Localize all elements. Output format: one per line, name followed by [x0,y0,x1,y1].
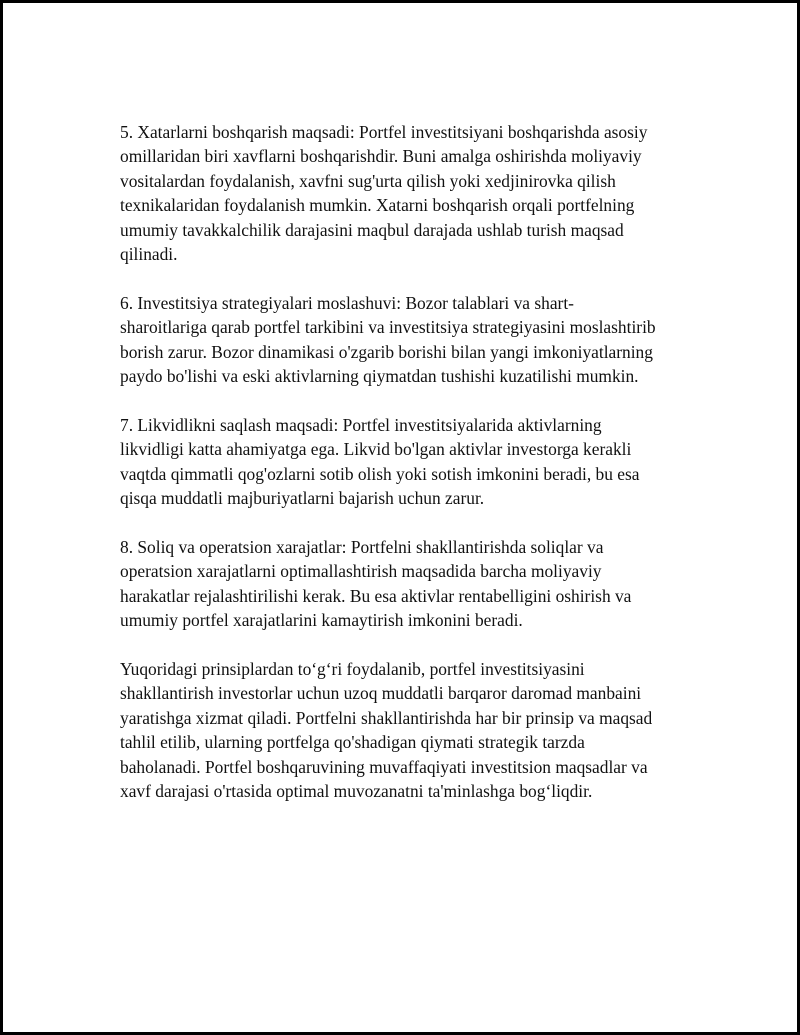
text-line: omillaridan biri xavflarni boshqarishdir. Buni amalga oshirishda moliyaviy [120,146,642,167]
text-line: vositalardan foydalanish, xavfni sug'urta qilish yoki xedjinirovka qilish [120,170,616,191]
text-line: umumiy portfel xarajatlarini kamaytirish imkonini beradi. [120,610,523,631]
text-line: borish zarur. Bozor dinamikasi o'zgarib borishi bilan yangi imkoniyatlarning [120,341,653,362]
text-line: qilinadi. [120,244,178,265]
paragraph-liquidity [120,413,700,511]
text-line: 6. Investitsiya strategiyalari moslashuvi: Bozor talablari va shart- [120,292,574,313]
text-line: Yuqoridagi prinsiplardan to‘g‘ri foydalanib, portfel investitsiyasini [120,658,585,679]
paragraph-tax-costs [120,535,700,633]
text-line: likvidligi katta ahamiyatga ega. Likvid bo'lgan aktivlar investorga kerakli [120,439,632,460]
text-line: operatsion xarajatlarni optimallashtirish maqsadida barcha moliyaviy [120,561,602,582]
document-body [120,120,700,828]
text-line: harakatlar rejalashtirilishi kerak. Bu esa aktivlar rentabelligini oshirish va [120,585,632,606]
text-line: texnikalaridan foydalanish mumkin. Xatarni boshqarish orqali portfelning [120,195,635,216]
paragraph-risk-management [120,120,700,266]
text-line: tahlil etilib, ularning portfelga qo'shadigan qiymati strategik tarzda [120,732,585,753]
text-line: vaqtda qimmatli qog'ozlarni sotib olish yoki sotish imkonini beradi, bu esa [120,463,640,484]
text-line: shakllantirish investorlar uchun uzoq muddatli barqaror daromad manbaini [120,683,642,704]
text-line: 5. Xatarlarni boshqarish maqsadi: Portfel investitsiyani boshqarishda asosiy [120,122,648,142]
paragraph-conclusion [120,657,700,803]
text-line: qisqa muddatli majburiyatlarni bajarish uchun zarur. [120,488,485,509]
text-line: baholanadi. Portfel boshqaruvining muvaffaqiyati investitsion maqsadlar va [120,756,648,777]
text-line: sharoitlariga qarab portfel tarkibini va investitsiya strategiyasini moslashtirib [120,317,656,338]
paragraph-strategy-adaptation [120,291,700,389]
text-line: umumiy tavakkalchilik darajasini maqbul darajada ushlab turish maqsad [120,219,624,240]
text-line: xavf darajasi o'rtasida optimal muvozanatni ta'minlashga bog‘liqdir. [120,780,593,801]
text-line: 8. Soliq va operatsion xarajatlar: Portfelni shakllantirishda soliqlar va [120,536,604,557]
text-line: 7. Likvidlikni saqlash maqsadi: Portfel investitsiyalarida aktivlarning [120,414,602,435]
text-line: paydo bo'lishi va eski aktivlarning qiymatdan tushishi kuzatilishi mumkin. [120,366,639,387]
text-line: yaratishga xizmat qiladi. Portfelni shakllantirishda har bir prinsip va maqsad [120,707,653,728]
